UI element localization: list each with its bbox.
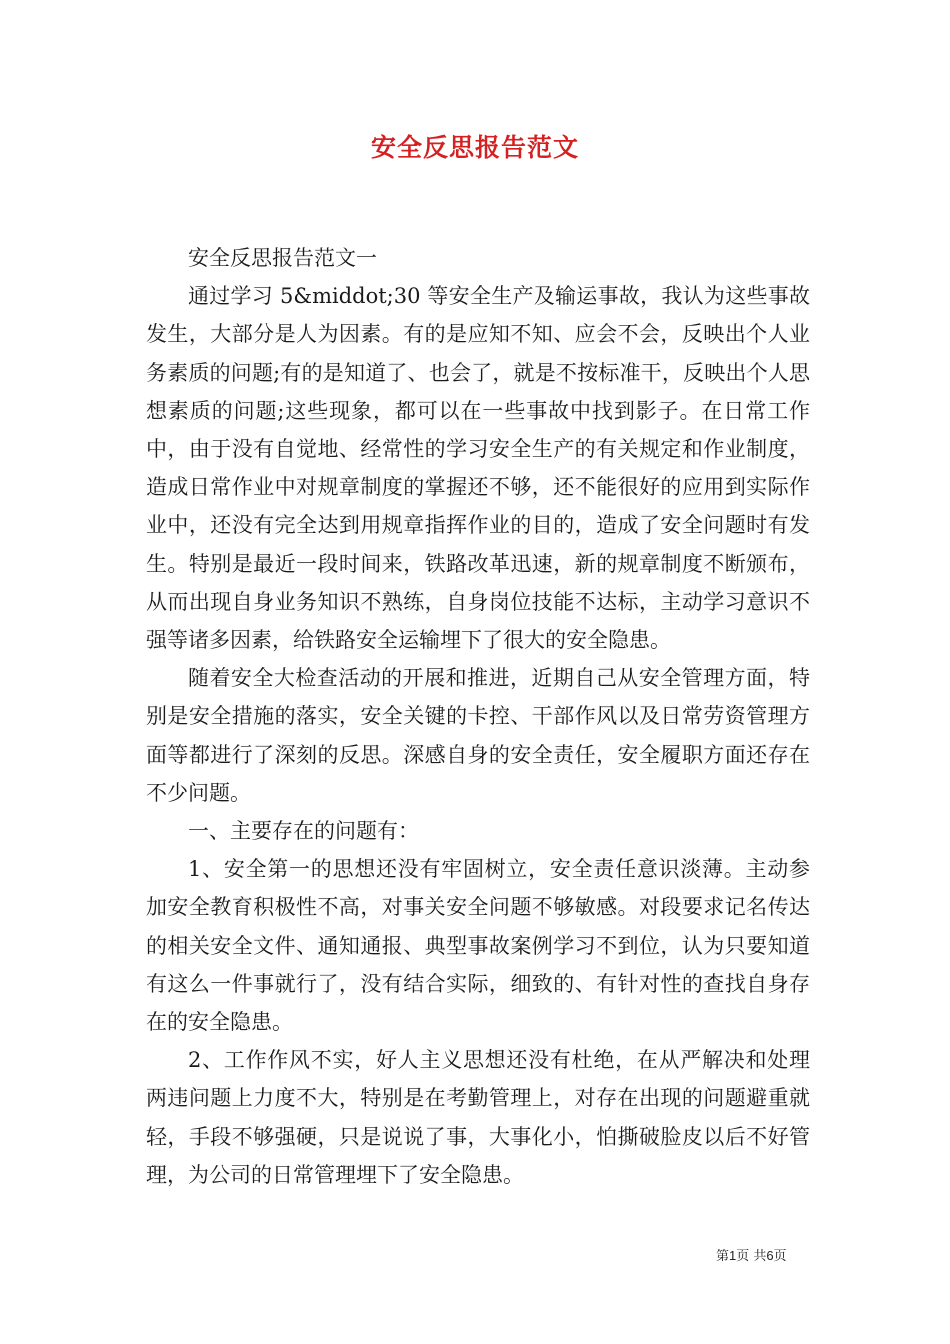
paragraph-problem-1: 1、安全第一的思想还没有牢固树立，安全责任意识淡薄。主动参加安全教育积极性不高，对事关安全问题不够敏感。对段要求记名传达的相关安全文件、通知通报、典型事故案例学习不到位，认为只要知道有这么一件事就行了，没有结合实际，细致的、有针对性的查找自身存在的安全隐患。: [146, 857, 810, 1035]
paragraph-inspection: 随着安全大检查活动的开展和推进，近期自己从安全管理方面，特别是安全措施的落实，安全关键的卡控、干部作风以及日常劳资管理方面等都进行了深刻的反思。深感自身的安全责任，安全履职方面还存在不少问题。: [146, 666, 810, 805]
footer-page-number: 1: [729, 1248, 737, 1263]
paragraph-reflection: 通过学习 5&middot;30 等安全生产及输运事故，我认为这些事故发生，大部分是人为因素。有的是应知不知、应会不会，反映出个人业务素质的问题;有的是知道了、也会了，就是不按标准干，反映出个人思想素质的问题;这些现象，都可以在一些事故中找到影子。在日常工作中，由于没有自觉地、经常性的学习安全生产的有关规定和作业制度，造成日常作业中对规章制度的掌握还不够，还不能很好的应用到实际作业中，还没有完全达到用规章指挥作业的目的，造成了安全问题时有发生。特别是最近一段时间来，铁路改革迅速，新的规章制度不断颁布，从而出现自身业务知识不熟练，自身岗位技能不达标，主动学习意识不强等诸多因素，给铁路安全运输埋下了很大的安全隐患。: [146, 284, 810, 653]
footer-middle: 页 共: [736, 1249, 767, 1264]
page-number-footer: [716, 1245, 836, 1264]
paragraph-section-heading: 安全反思报告范文一: [188, 246, 377, 270]
paragraph-problems-heading: 一、主要存在的问题有：: [188, 819, 419, 844]
document-title: 安全反思报告范文: [370, 133, 579, 162]
document-body: [146, 239, 810, 1194]
footer-prefix: 第: [716, 1249, 730, 1264]
footer-total-pages: 6: [766, 1248, 774, 1263]
footer-suffix: 页: [773, 1249, 787, 1264]
paragraph-problem-2: 2、工作作风不实，好人主义思想还没有杜绝，在从严解决和处理两违问题上力度不大，特别是在考勤管理上，对存在出现的问题避重就轻，手段不够强硬，只是说说了事，大事化小，怕撕破脸皮以后不好管理，为公司的日常管理埋下了安全隐患。: [146, 1048, 810, 1187]
